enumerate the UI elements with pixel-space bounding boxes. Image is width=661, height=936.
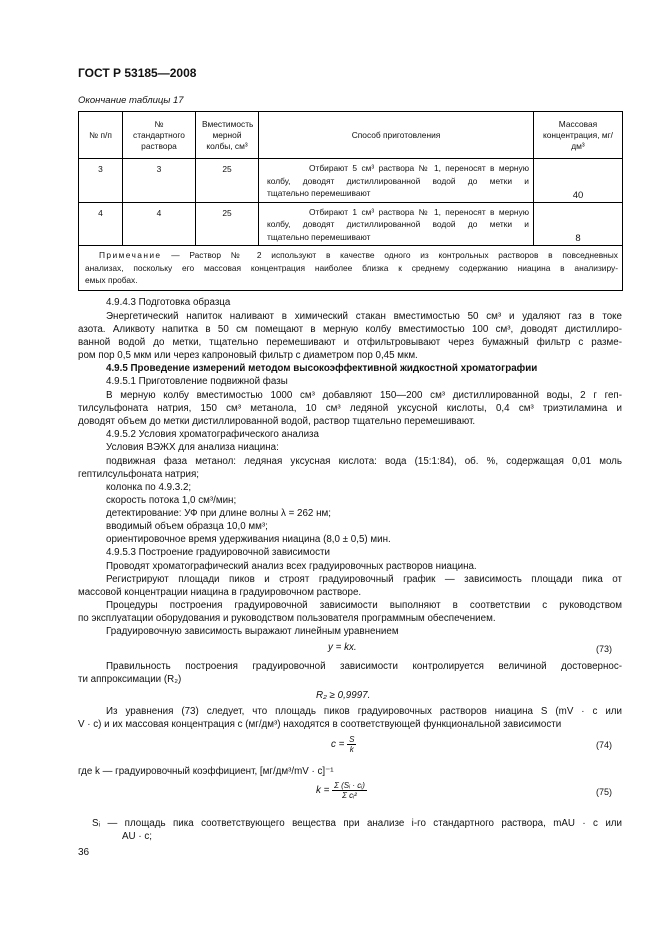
header-cell: № п/п (79, 112, 123, 159)
method-line: Отбирают 5 см³ раствора № 1, переносят в мерную (309, 163, 529, 173)
header-cell: № стандартного раствора (123, 112, 196, 159)
table-row (79, 159, 623, 203)
paragraph-line: В мерную колбу вместимостью 1000 см³ добавляют 150—200 см³ дистиллированной воды, 2 г геп- (106, 390, 622, 401)
note-label: Примечание (99, 250, 162, 260)
method-line: Отбирают 1 см³ раствора № 1, переносят в мерную (309, 206, 529, 217)
cell-number: 3 (79, 159, 123, 203)
cell-method (259, 202, 534, 246)
paragraph-line: V · c) и их массовая концентрация c (мг/дм³) находятся в соответствующей функциональной зависимости (78, 719, 562, 730)
method-line: тщательно перемешивают (267, 188, 371, 198)
paragraph-line: скорость потока 1,0 см³/мин; (106, 495, 237, 506)
header-cell: Способ приготовления (259, 112, 534, 159)
paragraph-line: Из уравнения (73) следует, что площадь пиков градуировочных растворов ниацина S (mV · c или (106, 706, 622, 717)
paragraph-line: ванной водой до метки, тщательно перемешивают и отфильтровывают через бумажный фильтр с разме- (78, 337, 622, 348)
cell-solution: 4 (123, 202, 196, 246)
paragraph-line: Процедуры построения градуировочной зависимости выполняют в соответствии с руководством (106, 600, 622, 611)
paragraph-line: колонка по 4.9.3.2; (106, 482, 192, 493)
cell-volume: 25 (196, 202, 259, 246)
paragraph-line: где k — градуировочный коэффициент, [мг/дм³/mV · c]⁻¹ (78, 766, 334, 777)
cell-solution: 3 (123, 159, 196, 203)
section-heading: 4.9.5.1 Приготовление подвижной фазы (106, 376, 288, 387)
equation-left: k = (316, 785, 330, 797)
equation-number: (74) (596, 740, 613, 750)
paragraph-line: доводят объем до метки дистиллированной водой, раствор тщательно перемешивают. (78, 416, 476, 427)
method-line: тщательно перемешивают (267, 231, 371, 242)
paragraph-line: AU · c; (122, 831, 152, 842)
section-heading: 4.9.5.3 Построение градуировочной зависимости (106, 547, 330, 558)
numerator: Σ (Sᵢ · cᵢ) (334, 781, 365, 790)
equation-number: (73) (596, 644, 613, 654)
note-text: емых пробах. (85, 275, 138, 285)
paragraph-line: гептилсульфоната натрия; (78, 469, 199, 480)
document-header: ГОСТ Р 53185—2008 (78, 66, 197, 80)
fraction (332, 781, 367, 800)
note-text: анализах, поскольку его массовая концентрация наиболее близка к среднему содержанию ниацина в анализиру- (85, 262, 618, 273)
equation: R₂ ≥ 0,9997. (316, 690, 371, 701)
table-note (79, 246, 623, 291)
cell-concentration: 40 (534, 159, 623, 203)
section-heading: 4.9.4.3 Подготовка образца (106, 297, 231, 308)
table-caption: Окончание таблицы 17 (78, 95, 184, 106)
equation-left: c = (331, 739, 345, 751)
paragraph-line: подвижная фаза метанол: ледяная уксусная кислота: вода (15:1:84), об. %, содержащая 0,01 моль (106, 456, 622, 467)
table-header-row (79, 112, 623, 159)
paragraph-line: Правильность построения градуировочной зависимости контролируется величиной достовернос- (106, 661, 622, 672)
paragraph-line: ром пор 0,5 мкм или через капроновый фильтр с диаметром пор 0,45 мкм. (78, 350, 418, 361)
paragraph-line: Условия ВЭЖХ для анализа ниацина: (106, 442, 279, 453)
paragraph-line: Энергетический напиток наливают в химический стакан вместимостью 50 см³ и удаляют газ в токе (106, 311, 622, 322)
paragraph-line: ориентировочное время удерживания ниацина (8,0 ± 0,5) мин. (106, 534, 391, 545)
table-note-row (79, 246, 623, 291)
paragraph-line: ти аппроксимации (R₂) (78, 674, 182, 685)
method-line: колбу, доводят дистиллированной водой до метки и (267, 219, 529, 229)
paragraph-line: детектирование: УФ при длине волны λ = 262 нм; (106, 508, 331, 519)
paragraph-line: Sᵢ — площадь пика соответствующего вещества при анализе i-го стандартного раствора, mAU · c или (92, 818, 622, 829)
paragraph-line: Регистрируют площади пиков и строят градуировочный график — зависимость площади пика от (106, 574, 622, 585)
note-text: — Раствор № 2 используют в качестве одного из контрольных растворов в повседневных (161, 250, 618, 260)
header-cell: Массовая концентрация, мг/дм³ (534, 112, 623, 159)
cell-volume: 25 (196, 159, 259, 203)
paragraph-line: массовой концентрации ниацина в градуировочном растворе. (78, 587, 362, 598)
paragraph-line: по эксплуатации оборудования и руководством пользователя программным обеспечением. (78, 613, 496, 624)
denominator: k (349, 745, 354, 754)
header-cell: Вместимость мерной колбы, см³ (196, 112, 259, 159)
denominator: Σ cᵢ² (342, 791, 357, 800)
equation-number: (75) (596, 787, 613, 797)
numerator: S (349, 735, 355, 744)
section-heading: 4.9.5.2 Условия хроматографического анализа (106, 429, 319, 440)
paragraph-line: Проводят хроматографический анализ всех градуировочных растворов ниацина. (106, 561, 477, 572)
paragraph-line: Градуировочную зависимость выражают линейным уравнением (106, 626, 399, 637)
cell-method (259, 159, 534, 203)
method-line: колбу, доводят дистиллированной водой до метки и (267, 175, 529, 186)
paragraph-line: тилсульфоната натрия, 150 см³ метанола, 10 см³ ледяной уксусной кислоты, 0,4 см³ триэтиламина и (78, 403, 622, 414)
equation: y = kx. (328, 642, 357, 653)
solutions-table (78, 111, 623, 291)
equation (331, 735, 356, 754)
table-row (79, 202, 623, 246)
section-heading: 4.9.5 Проведение измерений методом высокоэффективной жидкостной хроматографии (106, 363, 538, 374)
paragraph-line: азота. Аликвоту напитка в 50 см помещают в мерную колбу вместимостью 100 см³, доводят дистиллиро- (78, 324, 622, 335)
page-number: 36 (78, 847, 90, 858)
paragraph-line: вводимый объем образца 10,0 мм³; (106, 521, 268, 532)
cell-number: 4 (79, 202, 123, 246)
equation (316, 781, 367, 800)
fraction (347, 735, 356, 754)
cell-concentration: 8 (534, 202, 623, 246)
